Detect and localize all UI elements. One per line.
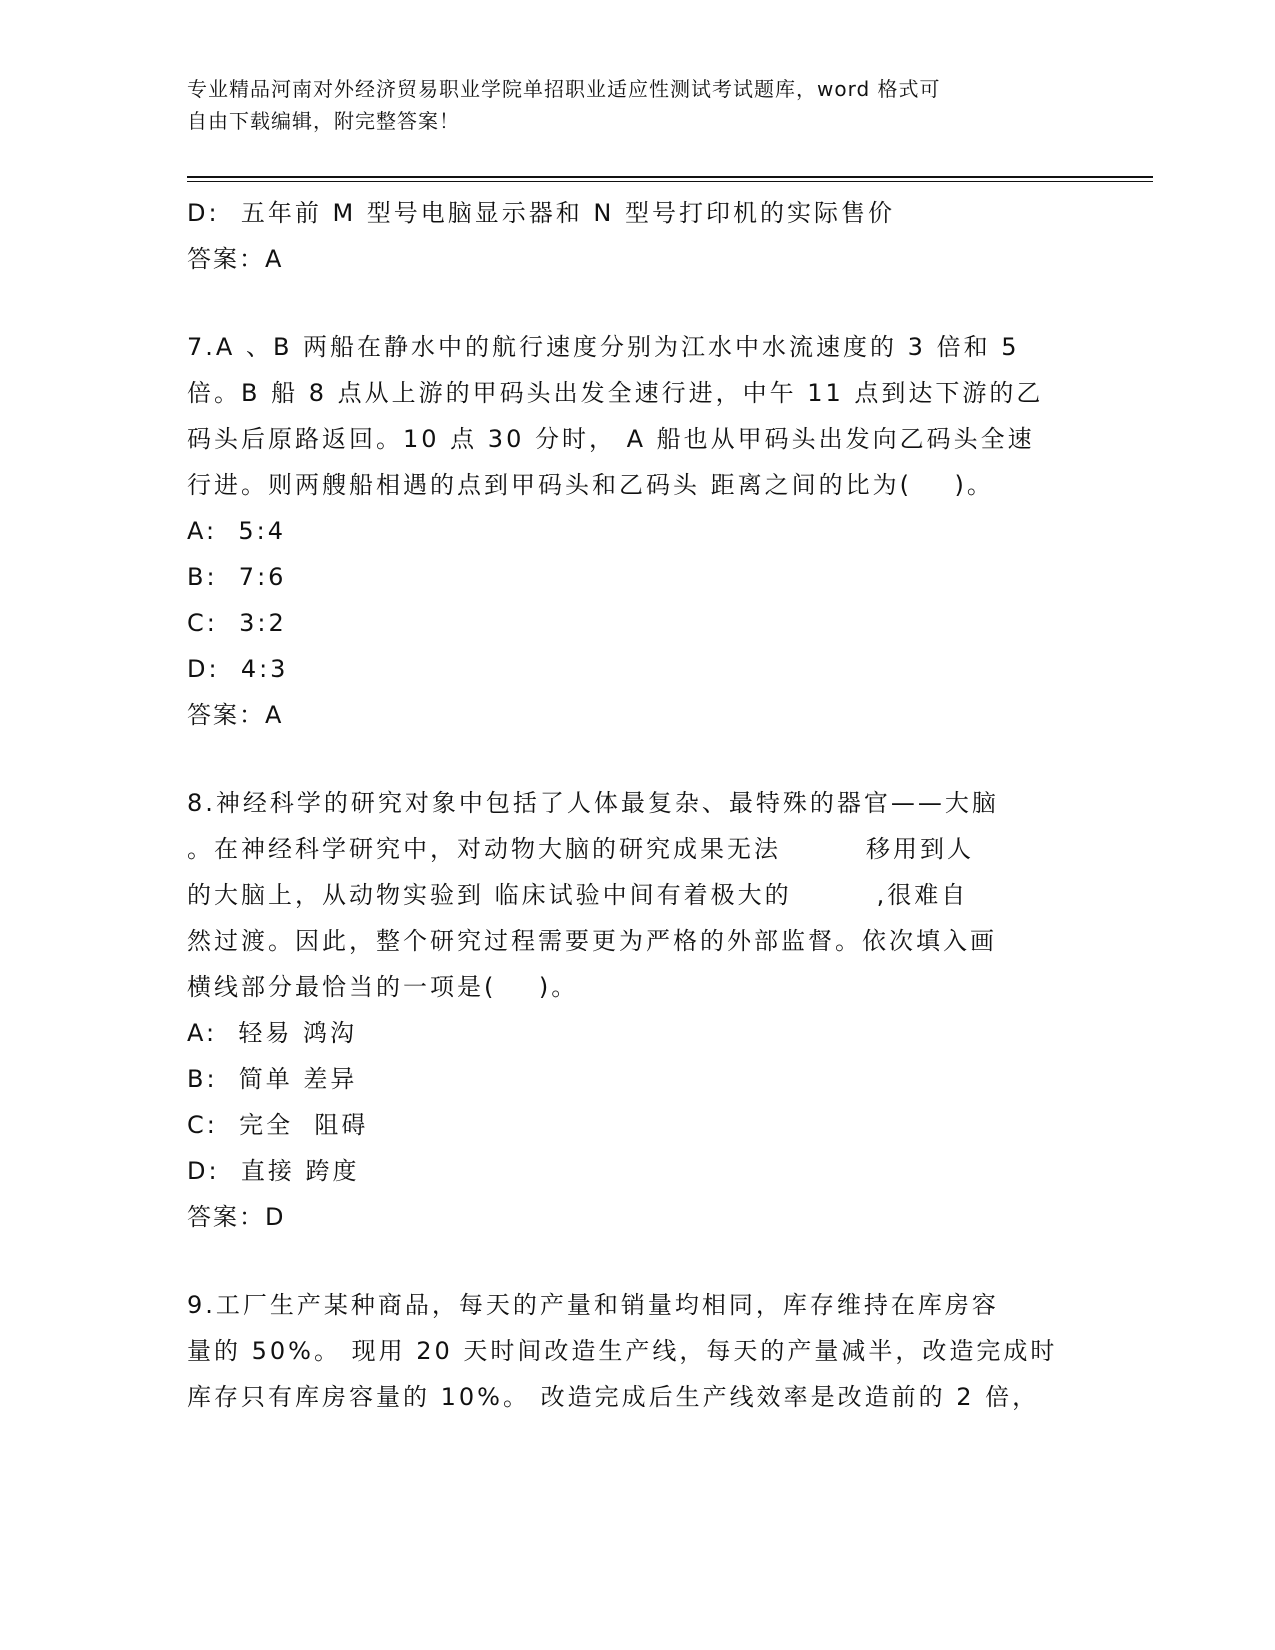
question-8-line-1: 8.神经科学的研究对象中包括了人体最复杂、最特殊的器官——大脑 <box>187 789 999 817</box>
question-7-line-3: 码头后原路返回。10 点 30 分时， A 船也从甲码头出发向乙码头全速 <box>187 425 1035 453</box>
question-9-line-3: 库存只有库房容量的 10%。 改造完成后生产线效率是改造前的 2 倍， <box>187 1383 1040 1411</box>
question-7-option-a: A: 5:4 <box>187 517 286 545</box>
question-8-line-2: 。在神经科学研究中，对动物大脑的研究成果无法 移用到人 <box>187 835 975 863</box>
question-8-option-b: B: 简单 差异 <box>187 1065 358 1093</box>
header-line-1: 专业精品河南对外经济贸易职业学院单招职业适应性测试考试题库，word 格式可 <box>187 77 941 101</box>
question-7-answer: 答案：A <box>187 701 284 729</box>
question-7-option-c: C: 3:2 <box>187 609 287 637</box>
question-9-line-1: 9.工厂生产某种商品，每天的产量和销量均相同，库存维持在库房容 <box>187 1291 999 1319</box>
question-8-option-d: D: 直接 跨度 <box>187 1157 360 1185</box>
prev-option-d: D: 五年前 M 型号电脑显示器和 N 型号打印机的实际售价 <box>187 199 895 227</box>
question-7-line-4: 行进。则两艘船相遇的点到甲码头和乙码头 距离之间的比为( )。 <box>187 471 994 499</box>
question-8 <box>187 780 1087 1240</box>
question-7-option-d: D: 4:3 <box>187 655 289 683</box>
question-8-line-4: 然过渡。因此，整个研究过程需要更为严格的外部监督。依次填入画 <box>187 927 997 955</box>
spacer <box>187 738 1087 780</box>
question-7 <box>187 324 1087 738</box>
page-header <box>187 73 1067 137</box>
question-8-line-5: 横线部分最恰当的一项是( )。 <box>187 973 579 1001</box>
question-8-option-c: C: 完全 阻碍 <box>187 1111 369 1139</box>
question-7-line-1: 7.A 、B 两船在静水中的航行速度分别为江水中水流速度的 3 倍和 5 <box>187 333 1020 361</box>
prev-answer: 答案：A <box>187 245 284 273</box>
header-rule-thin <box>187 181 1153 182</box>
question-9-line-2: 量的 50%。 现用 20 天时间改造生产线，每天的产量减半，改造完成时 <box>187 1337 1058 1365</box>
header-line-2: 自由下载编辑，附完整答案！ <box>187 109 460 133</box>
question-8-line-3: 的大脑上，从动物实验到 临床试验中间有着极大的 ,很难自 <box>187 881 969 909</box>
header-rule-thick <box>187 176 1153 178</box>
spacer <box>187 282 1087 324</box>
question-8-option-a: A: 轻易 鸿沟 <box>187 1019 357 1047</box>
question-9 <box>187 1282 1087 1420</box>
question-8-answer: 答案：D <box>187 1203 286 1231</box>
spacer <box>187 1240 1087 1282</box>
question-7-line-2: 倍。B 船 8 点从上游的甲码头出发全速行进，中午 11 点到达下游的乙 <box>187 379 1044 407</box>
question-7-option-b: B: 7:6 <box>187 563 287 591</box>
question-content <box>187 190 1087 1420</box>
